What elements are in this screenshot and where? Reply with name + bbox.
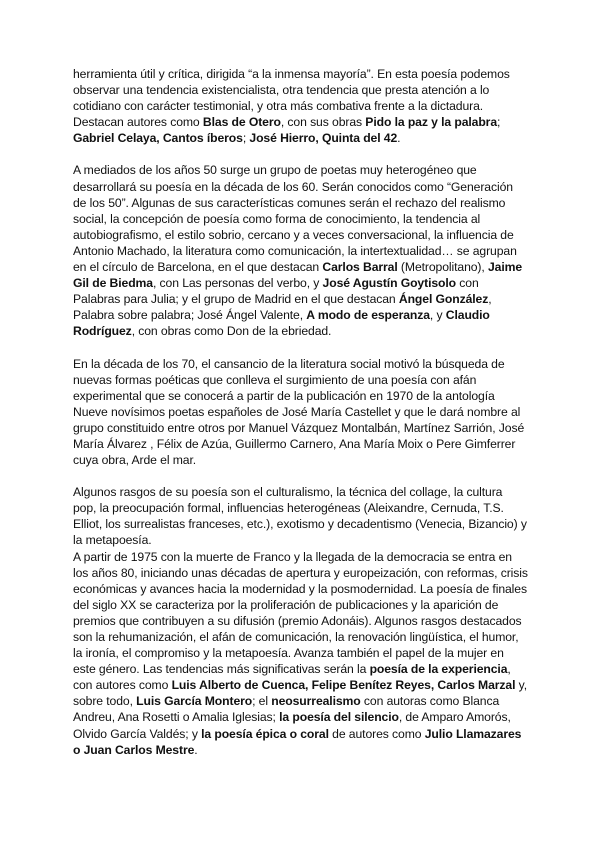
text-run: ; — [497, 115, 501, 130]
text-run: . — [194, 742, 198, 757]
bold-text: Luis García Montero — [136, 694, 253, 709]
text-run: con Palabras para Julia; y el grupo de Madrid en el que destacan — [73, 276, 479, 307]
text-run: , con sus obras — [280, 115, 366, 130]
bold-text: neosurrealismo — [271, 694, 361, 709]
text-run: , con obras como Don de la ebriedad. — [131, 324, 332, 339]
paragraph-3 — [73, 356, 528, 469]
bold-text: Gabriel Celaya, Cantos íberos — [73, 131, 243, 146]
text-run: A mediados de los años 50 surge un grupo de poetas muy heterogéneo que desarrollará su poesía en la década de los 60. Serán conocidos como “Generación de los 50”. Algunas de sus características comunes serán el rechazo del realismo social, la concepción de poesía como forma de conocimiento, la tendencia al autobiografismo, el estilo sobrio, cercano y a veces conversacional, la influencia de Antonio Machado, la literatura como comunicación, la intertextualidad… se agrupan en el círculo de Barcelona, en el que destacan — [73, 163, 517, 275]
bold-text: Claudio Rodríguez — [73, 308, 490, 339]
text-run: con autoras como Blanca Andreu, Ana Rosetti o Amalia Iglesias; — [73, 694, 500, 725]
text-run: Algunos rasgos de su poesía son el culturalismo, la técnica del collage, la cultura pop, la preocupación formal, influencias heterogéneas (Aleixandre, Cernuda, T.S. Elliot, los surrealistas franceses, etc.), exotismo y decadentismo (Venecia, Bizancio) y la metapoesía. — [73, 485, 527, 548]
document-page — [73, 66, 528, 758]
text-run: , con autores como — [73, 662, 511, 693]
text-run: y, sobre todo, — [73, 678, 528, 709]
paragraph-gap — [73, 340, 528, 356]
text-run: . — [397, 131, 401, 146]
bold-text: la poesía del silencio — [279, 710, 399, 725]
text-run: de autores como — [328, 726, 425, 741]
paragraph-1 — [73, 66, 528, 146]
bold-text: Pido la paz y la palabra — [365, 115, 498, 130]
text-run: , Palabra sobre palabra; José Ángel Valente, — [73, 292, 492, 323]
bold-text: José Agustín Goytisolo — [322, 276, 457, 291]
bold-text: Ángel González — [398, 292, 489, 307]
paragraph-4 — [73, 484, 528, 548]
text-run: ; — [242, 131, 250, 146]
bold-text: la poesía épica o coral — [201, 726, 329, 741]
text-run: herramienta útil y crítica, dirigida “a la inmensa mayoría”. En esta poesía podemos observar una tendencia existencialista, otra tendencia que presta atención a lo cotidiano con carácter testimonial, y otra más combativa frente a la dictadura. Destacan autores como — [73, 67, 510, 130]
bold-text: Carlos Barral — [322, 260, 398, 275]
paragraph-2 — [73, 162, 528, 339]
text-run: , y — [429, 308, 446, 323]
text-run: (Metropolitano), — [397, 260, 488, 275]
bold-text: A modo de esperanza — [306, 308, 430, 323]
bold-text: Luis Alberto de Cuenca, Felipe Benítez Reyes, Carlos Marzal — [171, 678, 516, 693]
text-run: , con Las personas del verbo, y — [152, 276, 323, 291]
bold-text: poesía de la experiencia — [369, 662, 508, 677]
bold-text: Jaime Gil de Biedma — [73, 260, 523, 291]
text-run: En la década de los 70, el cansancio de la literatura social motivó la búsqueda de nuevas formas poéticas que conlleva el surgimiento de una poesía con afán experimental que se conocerá a partir de la publicación en 1970 de la antología Nueve novísimos poetas españoles de José María Castellet y que le dará nombre al grupo constituido entre otros por Manuel Vázquez Montalbán, Martínez Sarrión, José María Álvarez , Félix de Azúa, Guillermo Carnero, Ana María Moix o Pere Gimferrer cuya obra, Arde el mar. — [73, 356, 525, 468]
bold-text: Julio Llamazares o Juan Carlos Mestre — [73, 726, 522, 757]
paragraph-gap — [73, 146, 528, 162]
bold-text: Blas de Otero — [202, 115, 281, 130]
text-run: A partir de 1975 con la muerte de Franco y la llegada de la democracia se entra en los años 80, iniciando unas décadas de apertura y europeización, con reformas, crisis económicas y avances hacia la modernidad y la posmodernidad. La poesía de finales del siglo XX se caracteriza por la proliferación de publicaciones y la aparición de premios que contribuyen a su difusión (premio Adonáis). Algunos rasgos destacados son la rehumanización, el afán de comunicación, la renovación lingüística, el humor, la ironía, el compromiso y la metapoesía. Avanza también el papel de la mujer en este género. Las tendencias más significativas serán la — [73, 549, 528, 677]
text-run: , de Amparo Amorós, Olvido García Valdés; y — [73, 710, 511, 741]
paragraph-5 — [73, 549, 528, 758]
text-run: ; el — [252, 694, 272, 709]
bold-text: José Hierro, Quinta del 42 — [249, 131, 398, 146]
paragraph-gap — [73, 468, 528, 484]
